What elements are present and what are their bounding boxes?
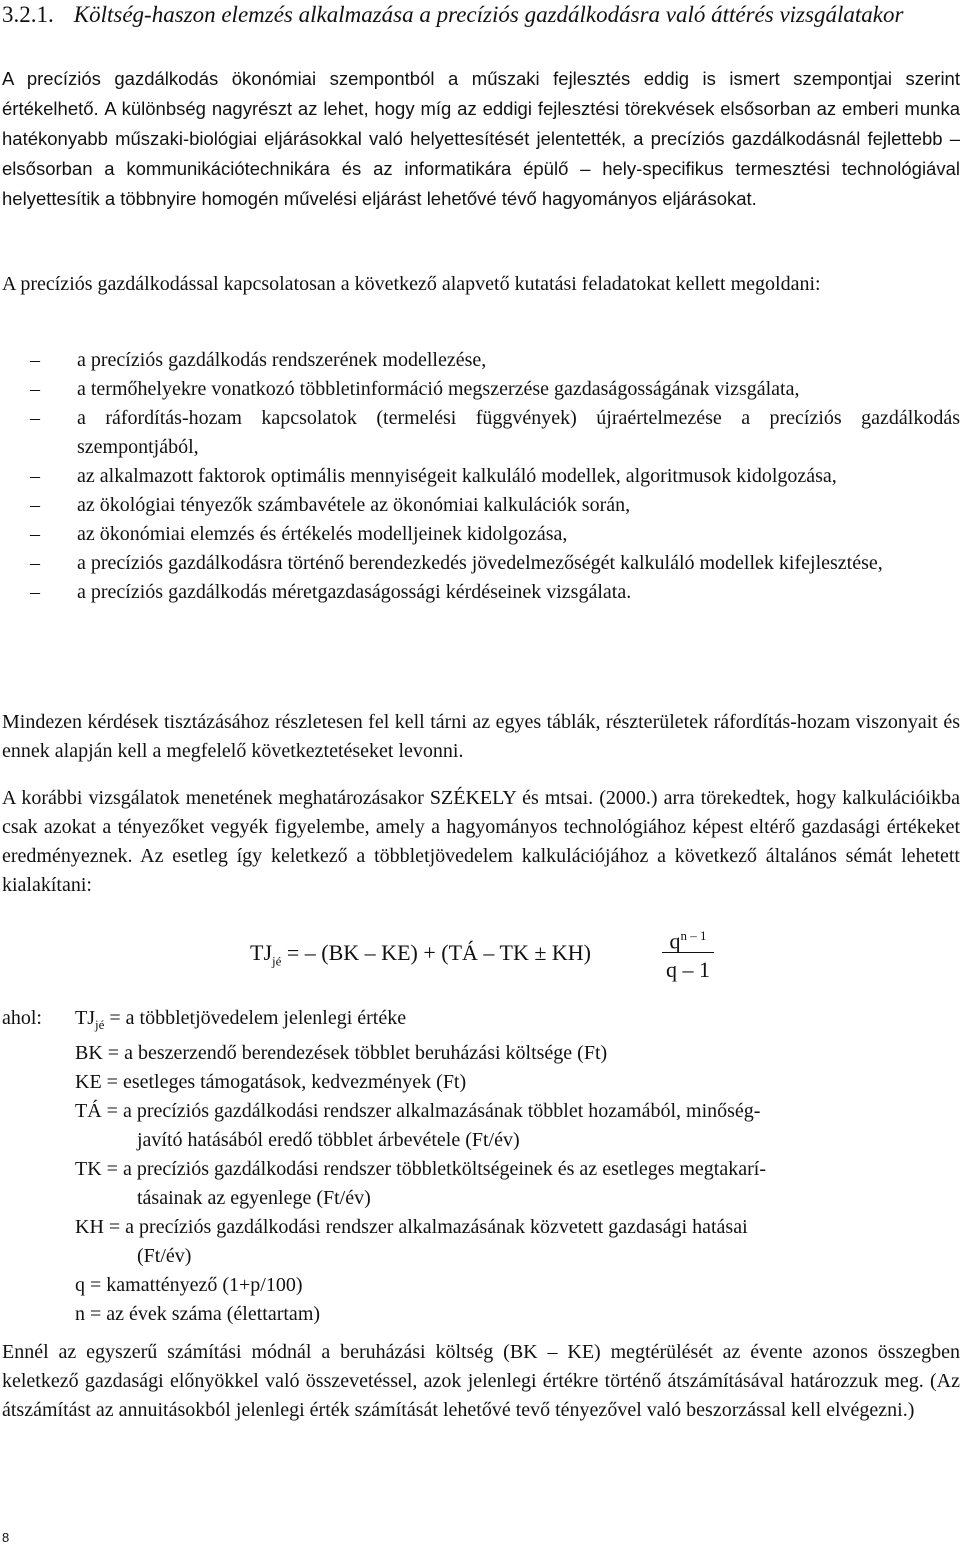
list-item: – a ráfordítás-hozam kapcsolatok (termelési függvények) újraértelmezése a precíziós gazdálkodás szempontjából, xyxy=(0,404,960,462)
list-dash: – xyxy=(30,494,40,516)
page-number: 8 xyxy=(2,1530,10,1545)
paragraph-intro-sans: A precíziós gazdálkodás ökonómiai szempontból a műszaki fejlesztés eddig is ismert szempontjai szerint értékelhető. xyxy=(2,68,960,119)
section-title: Költség-haszon elemzés alkalmazása a precíziós gazdálkodásra való áttérés vizsgálatakor xyxy=(73,2,904,27)
list-dash: – xyxy=(30,407,40,429)
paragraph-calculation-method: Ennél az egyszerű számítási módnál a beruházási költség (BK – KE) megtérülését az évente azonos összegben keletkező gazdasági előnyökkel való összevetéssel, azok jelenlegi értékre történő átszámításával határozzuk meg. (Az átszámítást az annuitásokból jelenlegi érték számítását lehetővé tevő tényezővel való beszorzással kell elvégezni.) xyxy=(2,1341,960,1421)
variable-definitions xyxy=(2,1004,960,1329)
paragraph-intro-rest: A különbség nagyrészt az lehet, hogy míg az eddigi fejlesztési törekvések elsősorban az emberi munka hatékonyabb műszaki-biológiai eljárásokkal való helyettesítését jelentették, a precíziós gazdálkodásnál fejlettebb – elsősorban a kommunikációtechnikára és az informatikára épülő – hely-specifikus termesztési technológiával helyettesítik a többnyire homogén művelési eljárást lehetővé tévő hagyományos eljárásokat. xyxy=(2,98,960,209)
paragraph-conclusion: Mindezen kérdések tisztázásához részletesen fel kell tárni az egyes táblák, részterületek ráfordítás-hozam viszonyait és ennek alapján kell a megfelelő következtetéseket levonni. xyxy=(2,711,960,762)
formula-lhs: $TJ_{jé}$ = – (BK – KE) + (TÁ – TK ± KH) xyxy=(250,940,592,969)
list-dash: – xyxy=(30,465,40,487)
definition-tk: TK = a precíziós gazdálkodási rendszer többletköltségeinek és az esetleges megtakarí- tásainak az egyenlege (Ft/év) xyxy=(75,1158,766,1209)
list-dash: – xyxy=(30,349,40,371)
list-dash: – xyxy=(30,552,40,574)
formula xyxy=(250,920,730,992)
definitions-label: ahol: xyxy=(2,1007,42,1029)
list-item: – az alkalmazott faktorok optimális mennyiségeit kalkuláló modellek, algoritmusok kidolgozása, xyxy=(0,462,960,491)
section-number: 3.2.1. xyxy=(2,2,54,27)
list-item: – a termőhelyekre vonatkozó többletinformáció megszerzése gazdaságosságának vizsgálata, xyxy=(0,375,960,404)
list-item: – az ökonómiai elemzés és értékelés modelljeinek kidolgozása, xyxy=(0,520,960,549)
list-item: – a precíziós gazdálkodásra történő berendezkedés jövedelmezőségét kalkuláló modellek kifejlesztése, xyxy=(0,549,960,578)
list-dash: – xyxy=(30,581,40,603)
section-heading xyxy=(2,0,957,30)
definition-ke: KE = esetleges támogatások, kedvezmények (Ft) xyxy=(75,1071,467,1093)
list-item: – a precíziós gazdálkodás méretgazdaságossági kérdéseinek vizsgálata. xyxy=(0,578,960,607)
formula-denominator: q – 1 xyxy=(666,957,710,982)
formula-fraction xyxy=(658,920,718,987)
list-item: – a precíziós gazdálkodás rendszerének modellezése, xyxy=(0,346,960,375)
paragraph-previous-studies: A korábbi vizsgálatok menetének meghatározásakor SZÉKELY és mtsai. (2000.) arra törekedtek, hogy kalkulációikba csak azokat a tényezőket vegyék figyelembe, amely a hagyományos technológiához képest eltérő gazdasági értékeket eredményeznek. Az esetleg így keletkező a többletjövedelem kalkulációjához a következő általános sémát lehetett kialakítani: xyxy=(2,787,960,896)
definition-bk: BK = a beszerzendő berendezések többlet beruházási költsége (Ft) xyxy=(75,1042,608,1064)
list-dash: – xyxy=(30,378,40,400)
task-list xyxy=(0,346,960,607)
definition-q: q = kamattényező (1+p/100) xyxy=(75,1274,303,1296)
list-dash: – xyxy=(30,523,40,545)
paragraph-intro xyxy=(2,64,960,214)
definition-ta: TÁ = a precíziós gazdálkodási rendszer alkalmazásának többlet hozamából, minőség- javító hatásából eredő többlet árbevétele (Ft/év) xyxy=(75,1100,761,1151)
definition-kh: KH = a precíziós gazdálkodási rendszer alkalmazásának közvetett gazdasági hatásai (Ft/év) xyxy=(75,1216,748,1267)
paragraph-tasks-intro: A precíziós gazdálkodással kapcsolatosan a következő alapvető kutatási feladatokat kellett megoldani: xyxy=(2,273,821,295)
list-item: – az ökológiai tényezők számbavétele az ökonómiai kalkulációk során, xyxy=(0,491,960,520)
definition-n: n = az évek száma (élettartam) xyxy=(75,1303,321,1325)
definition-tj: $TJ_{jé} = a$ többletjövedelem jelenlegi értéke xyxy=(75,1007,407,1032)
formula-numerator: $q^{n - 1}$ xyxy=(669,928,707,954)
